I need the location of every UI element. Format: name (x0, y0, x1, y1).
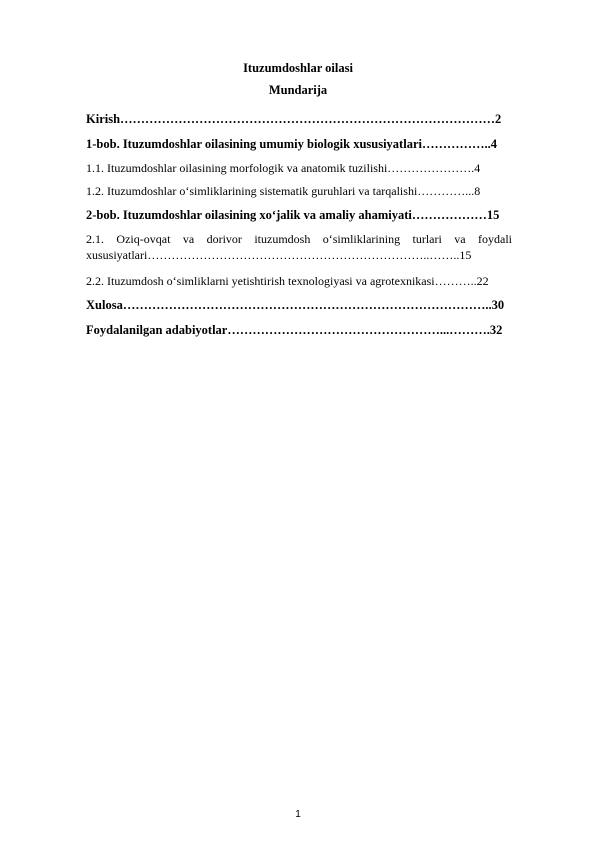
toc-entry-intro: Kirish………………………………………………………………………………2 (86, 112, 502, 126)
toc-entry-section-2-1 (86, 232, 512, 262)
toc-entry-conclusion: Xulosa……………………………………………………………………………..30 (86, 298, 505, 312)
toc-entry-chapter-1: 1-bob. Ituzumdoshlar oilasining umumiy biologik xususiyatlari……………..4 (86, 137, 497, 151)
toc-entry-section-1-2: 1.2. Ituzumdoshlar o‘simliklarining sistematik guruhlari va tarqalishi…………...8 (86, 184, 481, 198)
toc-entry-section-2-1-line-2: xususiyatlari……………………………………………………………..……..15 (86, 248, 472, 262)
document-title: Ituzumdoshlar oilasi (243, 61, 353, 75)
toc-entry-references: Foydalanilgan adabiyotlar……………………………………………...……….32 (86, 323, 503, 337)
page-number: 1 (295, 809, 301, 820)
toc-entry-section-2-1-line-1: 2.1. Oziq-ovqat va dorivor ituzumdosh o‘simliklarining turlari va foydali (86, 232, 512, 246)
toc-entry-section-1-1: 1.1. Ituzumdoshlar oilasining morfologik va anatomik tuzilishi………………….4 (86, 161, 481, 175)
toc-entry-section-2-2: 2.2. Ituzumdosh o‘simliklarni yetishtirish texnologiyasi va agrotexnikasi………..22 (86, 274, 489, 288)
toc-heading: Mundarija (268, 83, 328, 97)
toc-entry-chapter-2: 2-bob. Ituzumdoshlar oilasining xo‘jalik va amaliy ahamiyati………………15 (86, 208, 500, 222)
